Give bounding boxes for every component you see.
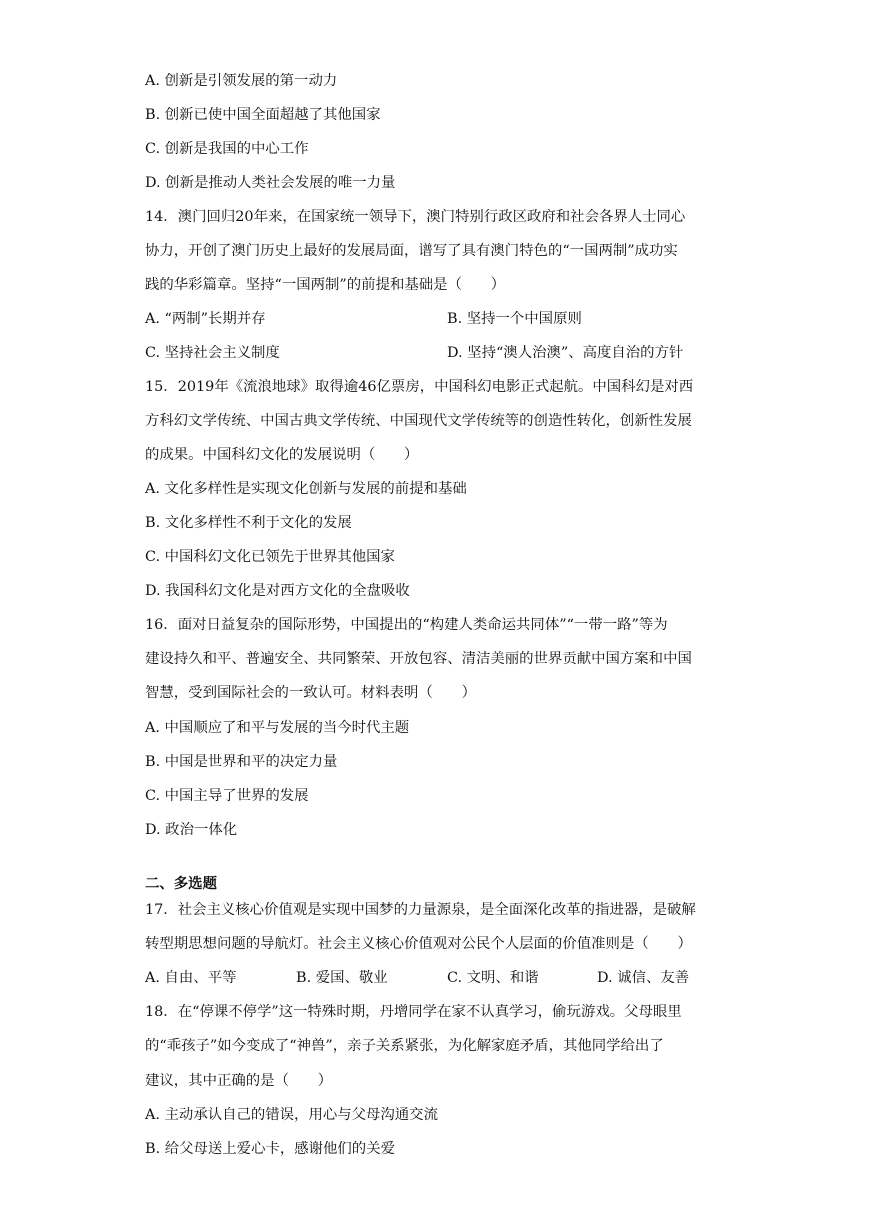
q15-option-d: D. 我国科幻文化是对西方文化的全盘吸收 bbox=[145, 583, 410, 599]
q13-option-a: A. 创新是引领发展的第一动力 bbox=[145, 73, 338, 89]
q18-stem-line-1: 18．在“停课不停学”这一特殊时期，丹增同学在家不认真学习，偷玩游戏。父母眼里 bbox=[145, 1004, 682, 1020]
q18-option-b: B. 给父母送上爱心卡，感谢他们的关爱 bbox=[145, 1141, 395, 1157]
q18-stem-line-2: 的“乖孩子”如今变成了“神兽”，亲子关系紧张，为化解家庭矛盾，其他同学给出了 bbox=[145, 1038, 664, 1054]
section-title-multiple-choice: 二、多选题 bbox=[145, 876, 217, 892]
q15-stem-line-2: 方科幻文学传统、中国古典文学传统、中国现代文学传统等的创造性转化，创新性发展 bbox=[145, 413, 692, 429]
q14-option-b: B. 坚持一个中国原则 bbox=[447, 311, 582, 327]
q15-stem-line-3: 的成果。中国科幻文化的发展说明（ ） bbox=[145, 447, 419, 463]
q15-option-c: C. 中国科幻文化已领先于世界其他国家 bbox=[145, 549, 395, 565]
q17-option-d: D. 诚信、友善 bbox=[597, 970, 690, 986]
q17-stem-line-1: 17．社会主义核心价值观是实现中国梦的力量源泉，是全面深化改革的指进器，是破解 bbox=[145, 902, 696, 918]
q15-stem-line-1: 15．2019年《流浪地球》取得逾46亿票房，中国科幻电影正式起航。中国科幻是对西 bbox=[145, 379, 694, 395]
q14-stem-line-3: 践的华彩篇章。坚持“一国两制”的前提和基础是（ ） bbox=[145, 277, 506, 293]
q16-option-c: C. 中国主导了世界的发展 bbox=[145, 788, 309, 804]
q16-option-b: B. 中国是世界和平的决定力量 bbox=[145, 754, 338, 770]
q15-option-b: B. 文化多样性不利于文化的发展 bbox=[145, 515, 352, 531]
q13-option-b: B. 创新已使中国全面超越了其他国家 bbox=[145, 107, 381, 123]
q18-option-a: A. 主动承认自己的错误，用心与父母沟通交流 bbox=[145, 1107, 438, 1123]
q14-option-d: D. 坚持“澳人治澳”、高度自治的方针 bbox=[447, 345, 684, 361]
q14-option-a: A. “两制”长期并存 bbox=[145, 311, 266, 327]
q14-options-row-2 bbox=[145, 343, 725, 363]
q16-option-d: D. 政治一体化 bbox=[145, 822, 238, 838]
q16-option-a: A. 中国顺应了和平与发展的当今时代主题 bbox=[145, 720, 410, 736]
q17-option-c: C. 文明、和谐 bbox=[447, 970, 539, 986]
q15-option-a: A. 文化多样性是实现文化创新与发展的前提和基础 bbox=[145, 481, 467, 497]
q14-stem-line-2: 协力，开创了澳门历史上最好的发展局面，谱写了具有澳门特色的“一国两制”成功实 bbox=[145, 243, 678, 259]
q17-stem-line-2: 转型期思想问题的导航灯。社会主义核心价值观对公民个人层面的价值准则是（ ） bbox=[145, 936, 692, 952]
q17-option-a: A. 自由、平等 bbox=[145, 970, 237, 986]
q17-option-b: B. 爱国、敬业 bbox=[296, 970, 388, 986]
q16-stem-line-3: 智慧，受到国际社会的一致认可。材料表明（ ） bbox=[145, 685, 476, 701]
q13-option-c: C. 创新是我国的中心工作 bbox=[145, 141, 309, 157]
q14-stem-line-1: 14．澳门回归20年来，在国家统一领导下，澳门特别行政区政府和社会各界人士同心 bbox=[145, 209, 686, 225]
q14-option-c: C. 坚持社会主义制度 bbox=[145, 345, 280, 361]
q18-stem-line-3: 建议，其中正确的是（ ） bbox=[145, 1073, 333, 1089]
q17-options-row bbox=[145, 968, 725, 988]
q16-stem-line-2: 建设持久和平、普遍安全、共同繁荣、开放包容、清洁美丽的世界贡献中国方案和中国 bbox=[145, 651, 692, 667]
q13-option-d: D. 创新是推动人类社会发展的唯一力量 bbox=[145, 175, 396, 191]
q14-options-row-1 bbox=[145, 309, 725, 329]
q16-stem-line-1: 16．面对日益复杂的国际形势，中国提出的“构建人类命运共同体”“一带一路”等为 bbox=[145, 617, 668, 633]
